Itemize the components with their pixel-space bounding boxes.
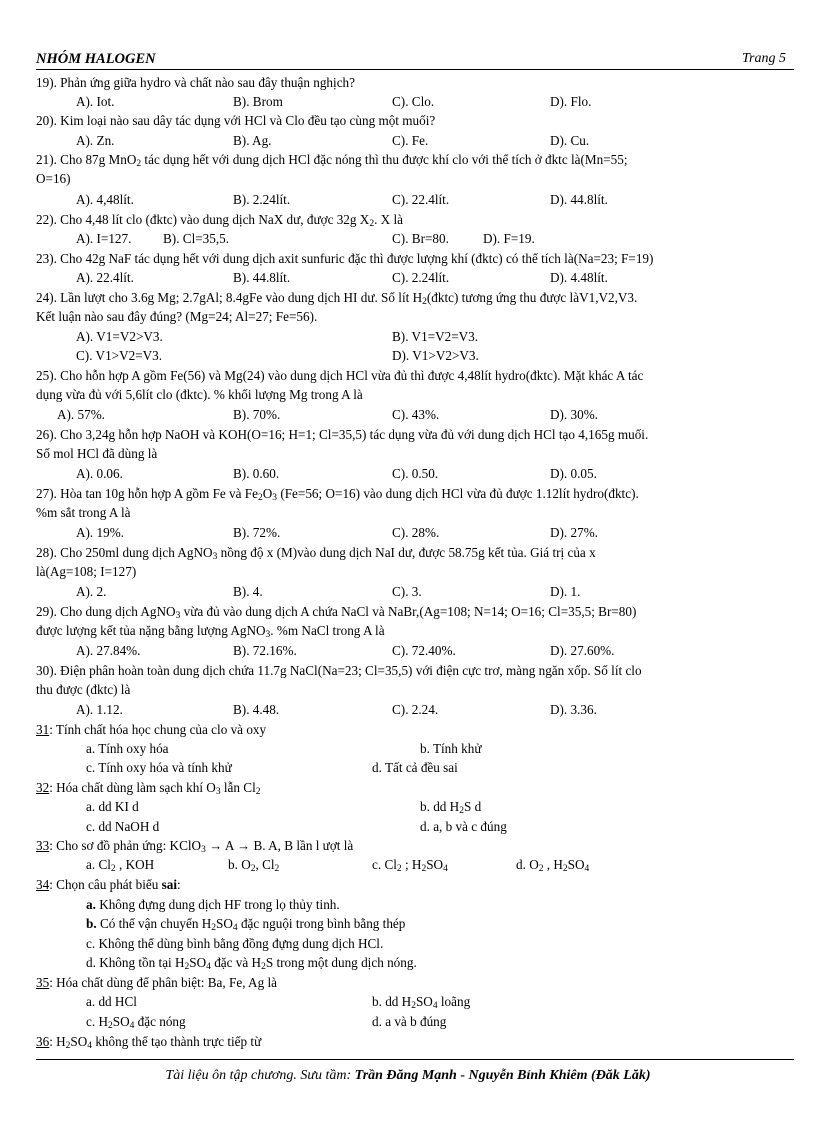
- question-30-line-2: thu được (đktc) là: [36, 682, 131, 697]
- q21-option-d: D). 44.8lít.: [550, 192, 608, 207]
- q20-option-a: A). Zn.: [76, 133, 115, 148]
- q35-option-b: b. dd $H_2SO_4$ loãng: [372, 994, 471, 1011]
- q24-option-b: B). V1=V2=V3.: [392, 329, 479, 344]
- q28-option-a: A). 2.: [76, 584, 107, 599]
- question-34: 34: Chọn câu phát biểu sai:: [36, 877, 181, 892]
- question-22: 22). Cho 4,48 lít clo (đktc) vào dung dịch NaX dư, được 32g $X_2$. X là: [36, 212, 404, 229]
- footer-divider: [36, 1059, 794, 1060]
- q23-option-a: A). 22.4lít.: [76, 270, 134, 285]
- q30-option-d: D). 3.36.: [550, 702, 597, 717]
- q31-option-b: b. Tính khử: [420, 741, 482, 756]
- q20-option-d: D). Cu.: [550, 133, 590, 148]
- q32-option-b: b. dd $H_2S$ d: [420, 799, 482, 816]
- question-32: 32: Hóa chất dùng làm sạch khí $O_3$ lẫn $Cl_2$: [36, 780, 261, 797]
- q35-option-d: d. a và b đúng: [372, 1014, 447, 1029]
- q33-option-b: b. $O_2$, $Cl_2$: [228, 857, 280, 874]
- q22-option-b: B). Cl=35,5.: [163, 231, 230, 246]
- q24-option-d: D). V1>V2>V3.: [392, 348, 479, 363]
- question-23: 23). Cho 42g NaF tác dụng hết với dung dịch axit sunfuric đặc thì được lượng khí (đktc) có thể tích là(Na=23; F=19): [36, 251, 654, 266]
- q29-option-b: B). 72.16%.: [233, 643, 297, 658]
- question-29-line-2: được lượng kết tủa nặng bằng lượng AgNO$_3$. %m NaCl trong A là: [36, 623, 385, 640]
- q22-option-c: C). Br=80.: [392, 231, 449, 246]
- q31-option-a: a. Tính oxy hóa: [86, 741, 169, 756]
- q21-option-a: A). 4,48lít.: [76, 192, 134, 207]
- q21-option-c: C). 22.4lít.: [392, 192, 450, 207]
- q35-option-a: a. dd HCl: [86, 994, 137, 1009]
- q32-option-d: d. a, b và c đúng: [420, 819, 507, 834]
- q28-option-c: C). 3.: [392, 584, 422, 599]
- q27-option-c: C). 28%.: [392, 525, 440, 540]
- q25-option-b: B). 70%.: [233, 407, 281, 422]
- question-25-line-2: dụng vừa đủ với 5,6lít clo (đktc). % khối lượng Mg trong A là: [36, 387, 363, 402]
- question-26-line-2: Số mol HCl đã dùng là: [36, 446, 158, 461]
- q27-option-a: A). 19%.: [76, 525, 124, 540]
- question-21-line-1: 21). Cho 87g MnO$_2$ tác dụng hết với dung dịch HCl đặc nóng thì thu được khí clo với thể tích ở đktc là(Mn=55;: [36, 152, 628, 169]
- q32-option-a: a. dd KI d: [86, 799, 139, 814]
- page-footer: Tài liệu ôn tập chương. Sưu tầm: Trần Đăng Mạnh - Nguyễn Bỉnh Khiêm (Đăk Lăk): [165, 1068, 651, 1083]
- q23-option-c: C). 2.24lít.: [392, 270, 450, 285]
- question-27-line-1: 27). Hòa tan 10g hỗn hợp A gồm Fe và $Fe_2O_3$ (Fe=56; O=16) vào dung dịch HCl vừa đủ được 1.12lít hydro(đktc).: [36, 486, 639, 503]
- question-28-line-2: là(Ag=108; I=127): [36, 564, 137, 579]
- q33-option-c: c. $Cl_2$ ; $H_2SO_4$: [372, 857, 448, 874]
- question-21-line-2: O=16): [36, 171, 71, 186]
- q25-option-d: D). 30%.: [550, 407, 598, 422]
- page-header: [36, 50, 794, 70]
- header-title: NHÓM HALOGEN: [36, 51, 156, 67]
- q26-option-a: A). 0.06.: [76, 466, 123, 481]
- q19-option-a: A). Iot.: [76, 94, 115, 109]
- q34-option-b: b. Có thể vận chuyển $H_2SO_4$ đặc nguội trong bình bằng thép: [86, 916, 406, 933]
- q34-option-a: a. Không đựng dung dịch HF trong lọ thủy tinh.: [86, 897, 340, 912]
- q32-option-c: c. dd NaOH d: [86, 819, 160, 834]
- question-24-line-2: Kết luận nào sau đây đúng? (Mg=24; Al=27; Fe=56).: [36, 309, 318, 324]
- q23-option-b: B). 44.8lít.: [233, 270, 291, 285]
- question-30-line-1: 30). Điện phân hoàn toàn dung dịch chứa 11.7g NaCl(Na=23; Cl=35,5) với điện cực trơ, màng ngăn xốp. Số lít clo: [36, 663, 642, 678]
- question-33: 33: Cho sơ đồ phản ứng: KClO$_3$ → A → B. A, B lần l ượt là: [36, 838, 354, 855]
- q31-option-c: c. Tính oxy hóa và tính khử: [86, 760, 232, 775]
- q19-option-b: B). Brom: [233, 94, 283, 109]
- q26-option-c: C). 0.50.: [392, 466, 439, 481]
- q25-option-c: C). 43%.: [392, 407, 440, 422]
- question-31: 31: Tính chất hóa học chung của clo và oxy: [36, 722, 267, 737]
- q34-option-c: c. Không thể dùng bình bằng đồng đựng dung dịch HCl.: [86, 936, 384, 951]
- question-26-line-1: 26). Cho 3,24g hỗn hợp NaOH và KOH(O=16; H=1; Cl=35,5) tác dụng vừa đủ với dung dịch HCl tạo 4,165g muối.: [36, 427, 649, 442]
- question-35: 35: Hóa chất dùng để phân biệt: Ba, Fe, Ag là: [36, 975, 277, 990]
- q33-option-d: d. $O_2$ , $H_2SO_4$: [516, 857, 590, 874]
- q27-option-b: B). 72%.: [233, 525, 281, 540]
- q24-option-c: C). V1>V2=V3.: [76, 348, 163, 363]
- q28-option-b: B). 4.: [233, 584, 263, 599]
- q20-option-c: C). Fe.: [392, 133, 429, 148]
- q34-option-d: d. Không tồn tại $H_2SO_4$ đặc và $H_2S$ trong một dung dịch nóng.: [86, 955, 417, 972]
- q27-option-d: D). 27%.: [550, 525, 598, 540]
- q22-option-d: D). F=19.: [483, 231, 535, 246]
- q26-option-b: B). 0.60.: [233, 466, 280, 481]
- q31-option-d: d. Tất cả đều sai: [372, 760, 458, 775]
- question-29-line-1: 29). Cho dung dịch AgNO$_3$ vừa đủ vào dung dịch A chứa NaCl và NaBr,(Ag=108; N=14; O=16; Cl=35,5; Br=80): [36, 604, 637, 621]
- q33-option-a: a. $Cl_2$ , KOH: [86, 857, 155, 874]
- q29-option-c: C). 72.40%.: [392, 643, 456, 658]
- q23-option-d: D). 4.48lít.: [550, 270, 608, 285]
- q28-option-d: D). 1.: [550, 584, 581, 599]
- question-28-line-1: 28). Cho 250ml dung dịch AgNO$_3$ nồng độ x (M)vào dung dịch NaI dư, được 58.75g kết tủa. Giá trị của x: [36, 545, 596, 562]
- q30-option-b: B). 4.48.: [233, 702, 280, 717]
- question-20: 20). Kim loại nào sau dây tác dụng với HCl và Clo đều tạo cùng một muối?: [36, 113, 436, 128]
- question-25-line-1: 25). Cho hỗn hợp A gồm Fe(56) và Mg(24) vào dung dịch HCl vừa đủ thì được 4,48lít hydro(đktc). Mặt khác A tác: [36, 368, 644, 383]
- question-36: 36: $H_2SO_4$ không thể tạo thành trực tiếp từ: [36, 1034, 262, 1051]
- question-19: 19). Phản ứng giữa hydro và chất nào sau đây thuận nghịch?: [36, 75, 355, 90]
- q19-option-d: D). Flo.: [550, 94, 592, 109]
- q21-option-b: B). 2.24lít.: [233, 192, 291, 207]
- q26-option-d: D). 0.05.: [550, 466, 597, 481]
- page-number: Trang 5: [742, 51, 786, 66]
- question-24-line-1: 24). Lần lượt cho 3.6g Mg; 2.7gAl; 8.4gFe vào dung dịch HI dư. Số lít $H_2(đktc)$ tương ứng thu được làV1,V2,V3.: [36, 290, 638, 307]
- q30-option-a: A). 1.12.: [76, 702, 123, 717]
- q24-option-a: A). V1=V2>V3.: [76, 329, 163, 344]
- q22-option-a: A). I=127.: [76, 231, 132, 246]
- q29-option-d: D). 27.60%.: [550, 643, 615, 658]
- q19-option-c: C). Clo.: [392, 94, 435, 109]
- q20-option-b: B). Ag.: [233, 133, 272, 148]
- q30-option-c: C). 2.24.: [392, 702, 439, 717]
- q29-option-a: A). 27.84%.: [76, 643, 141, 658]
- q25-option-a: A). 57%.: [57, 407, 105, 422]
- q35-option-c: c. $H_2SO_4$ đặc nóng: [86, 1014, 186, 1031]
- question-27-line-2: %m sắt trong A là: [36, 505, 131, 520]
